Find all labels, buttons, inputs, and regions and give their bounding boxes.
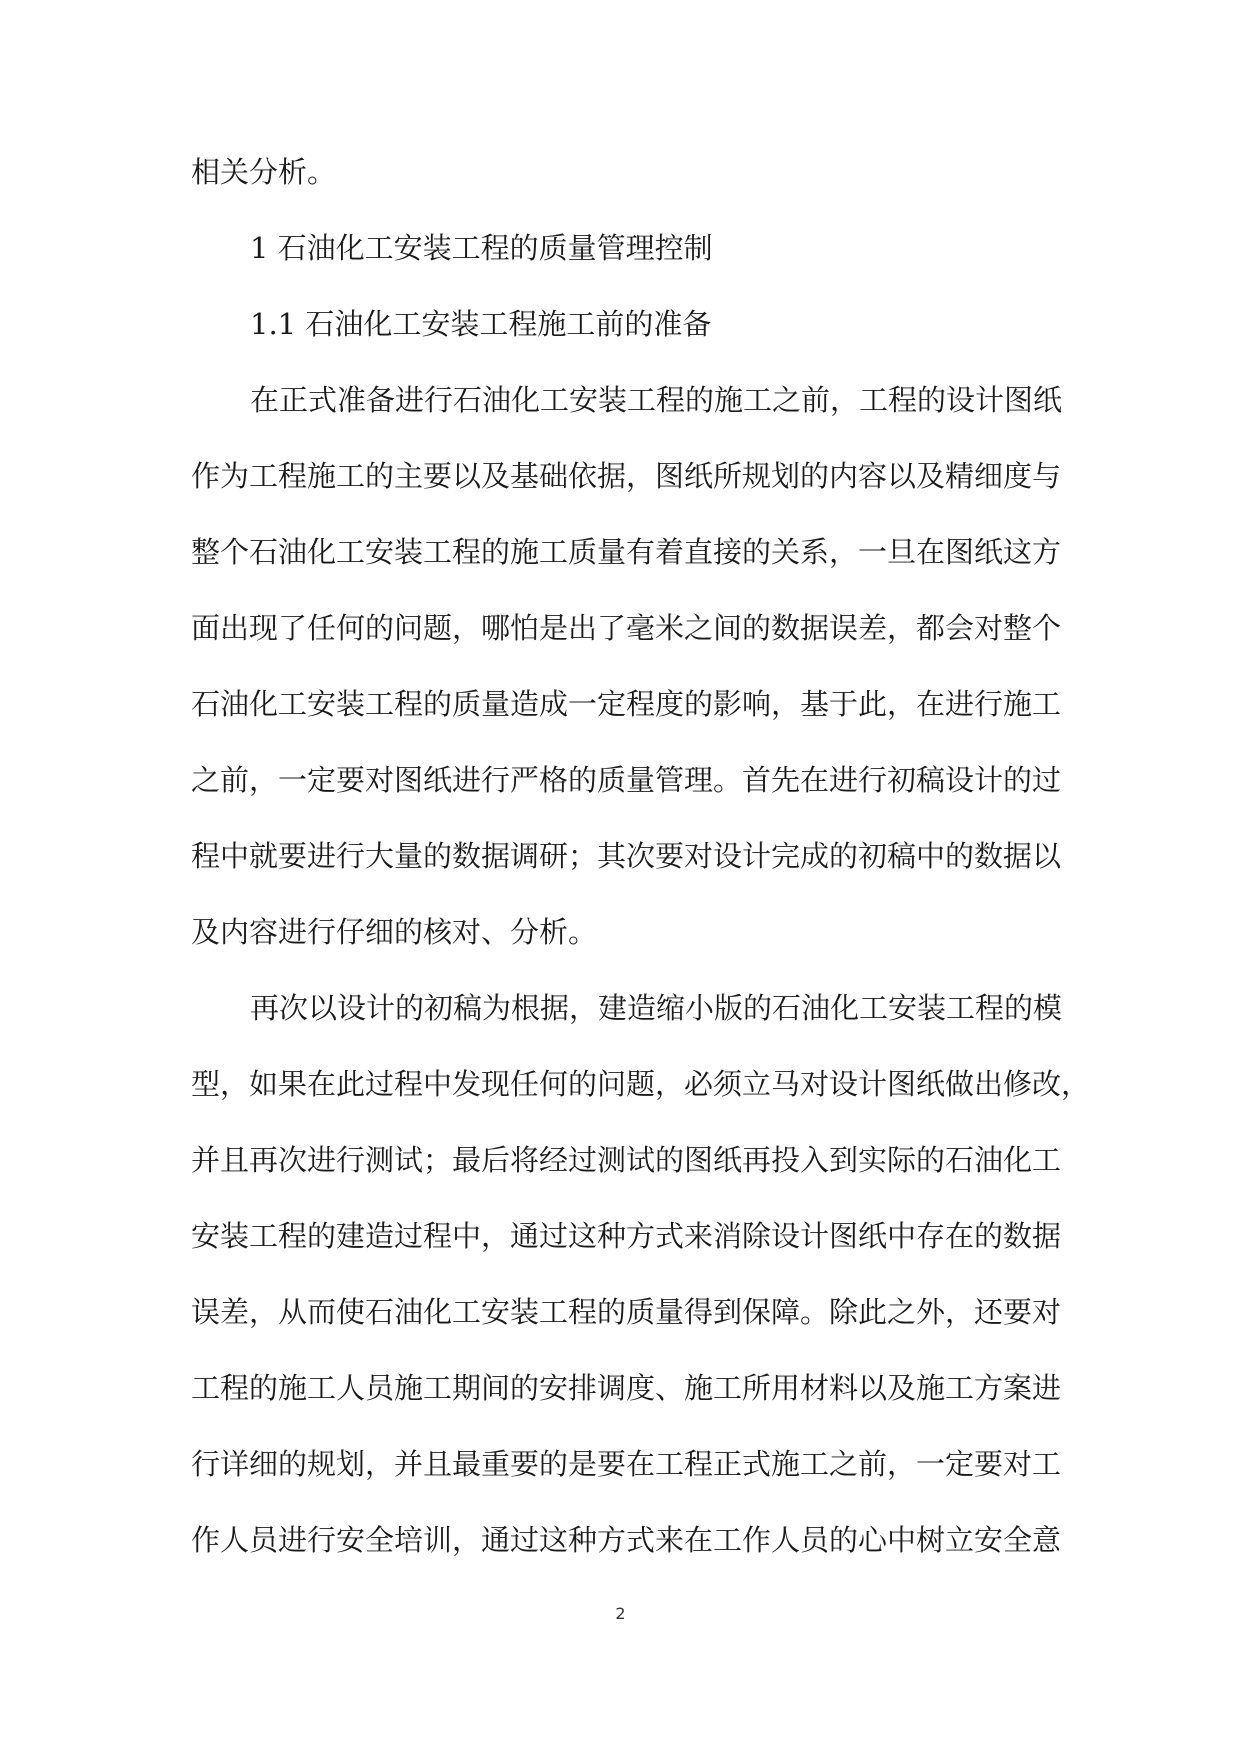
paragraph-line: 相关分析。 <box>191 155 337 189</box>
paragraph-line: 整个石油化工安装工程的施工质量有着直接的关系，一旦在图纸这方 <box>191 535 1062 569</box>
paragraph-line: 并且再次进行测试；最后将经过测试的图纸再投入到实际的石油化工 <box>191 1143 1062 1177</box>
paragraph-line: 作为工程施工的主要以及基础依据，图纸所规划的内容以及精细度与 <box>191 459 1062 493</box>
paragraph-line: 行详细的规划，并且最重要的是要在工程正式施工之前，一定要对工 <box>191 1447 1062 1481</box>
subsection-heading: 1.1 石油化工安装工程施工前的准备 <box>250 307 712 341</box>
paragraph-line: 之前，一定要对图纸进行严格的质量管理。首先在进行初稿设计的过 <box>191 763 1062 797</box>
paragraph-line: 作人员进行安全培训，通过这种方式来在工作人员的心中树立安全意 <box>191 1523 1062 1557</box>
page-number: 2 <box>615 1604 626 1623</box>
paragraph-line: 型，如果在此过程中发现任何的问题，必须立马对设计图纸做出修改， <box>191 1067 1091 1101</box>
paragraph-line: 工程的施工人员施工期间的安排调度、施工所用材料以及施工方案进 <box>191 1371 1062 1405</box>
paragraph-line: 安装工程的建造过程中，通过这种方式来消除设计图纸中存在的数据 <box>191 1219 1062 1253</box>
paragraph-line: 面出现了任何的问题，哪怕是出了毫米之间的数据误差，都会对整个 <box>191 611 1062 645</box>
section-heading: 1 石油化工安装工程的质量管理控制 <box>250 231 713 265</box>
paragraph-line: 石油化工安装工程的质量造成一定程度的影响，基于此，在进行施工 <box>191 687 1062 721</box>
paragraph-line: 再次以设计的初稿为根据，建造缩小版的石油化工安装工程的模 <box>250 991 1063 1025</box>
paragraph-line: 及内容进行仔细的核对、分析。 <box>191 915 598 949</box>
paragraph-line: 误差，从而使石油化工安装工程的质量得到保障。除此之外，还要对 <box>191 1295 1062 1329</box>
paragraph-line: 程中就要进行大量的数据调研；其次要对设计完成的初稿中的数据以 <box>191 839 1062 873</box>
paragraph-line: 在正式准备进行石油化工安装工程的施工之前，工程的设计图纸 <box>250 383 1063 417</box>
